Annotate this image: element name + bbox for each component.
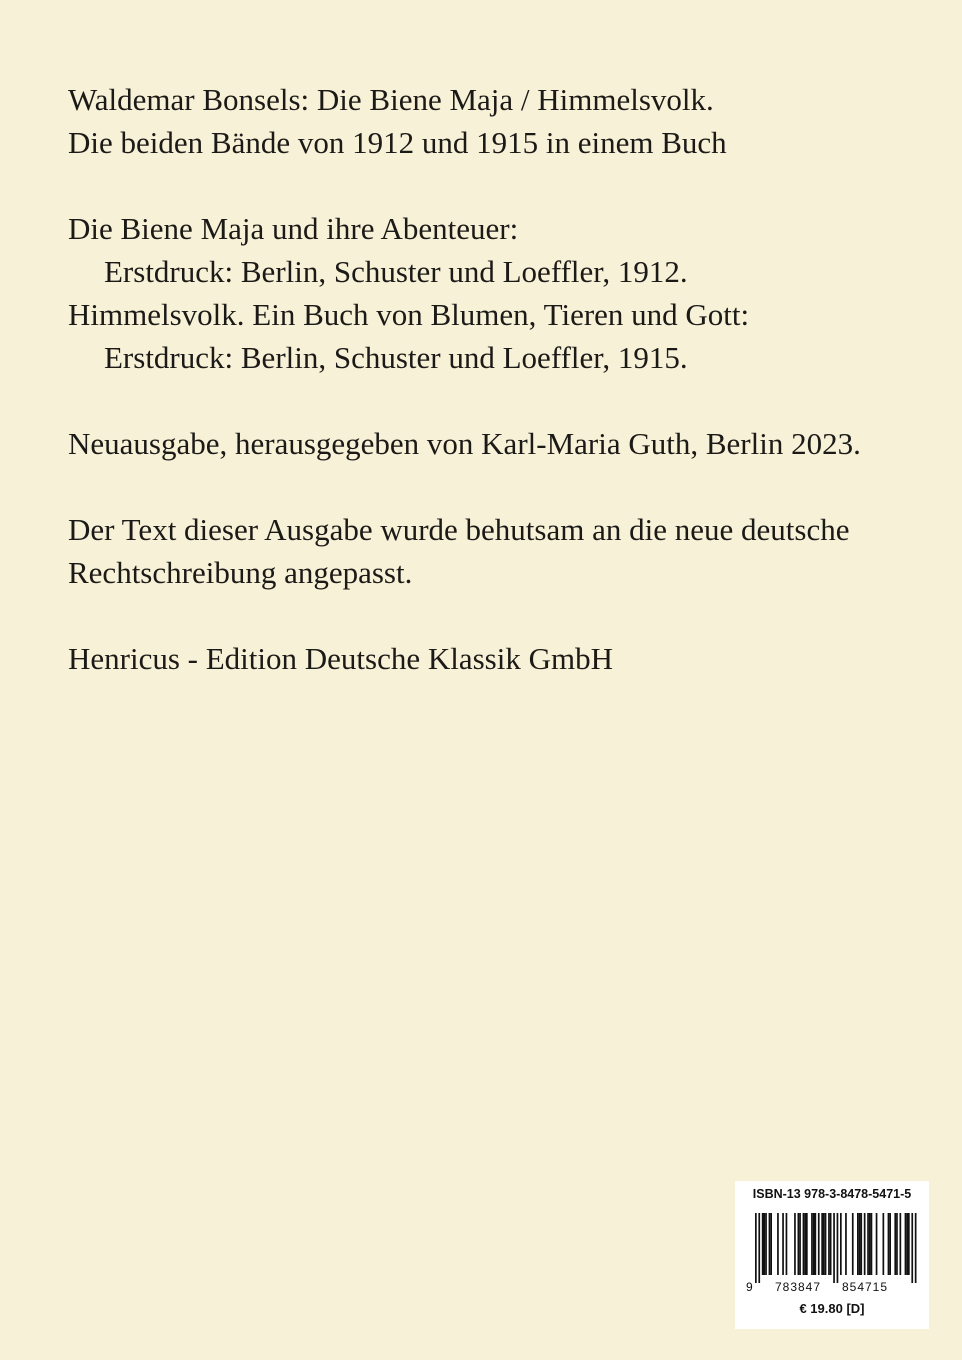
barcode-bar xyxy=(900,1213,902,1275)
barcode-bar xyxy=(811,1213,813,1275)
barcode-bar xyxy=(876,1213,878,1275)
spacer xyxy=(68,379,928,422)
work1-title: Die Biene Maja und ihre Abenteuer: xyxy=(68,211,519,246)
spacer xyxy=(68,594,928,637)
barcode-bar xyxy=(765,1213,767,1275)
barcode-bar xyxy=(889,1213,891,1275)
barcode-bar xyxy=(896,1213,898,1275)
barcode-bar xyxy=(840,1213,842,1275)
edition-line: Neuausgabe, herausgegeben von Karl-Maria Guth, Berlin 2023. xyxy=(68,426,861,461)
title-line-1: Waldemar Bonsels: Die Biene Maja / Himmelsvolk. xyxy=(68,82,714,117)
barcode-bar xyxy=(777,1213,779,1275)
barcode-bar xyxy=(860,1213,862,1275)
barcode-bar xyxy=(894,1213,896,1275)
barcode-bar xyxy=(823,1213,825,1275)
barcode-bar xyxy=(869,1213,871,1275)
barcode-bar xyxy=(830,1213,832,1275)
title-line-2: Die beiden Bände von 1912 und 1915 in einem Buch xyxy=(68,125,727,160)
work2-first-print: Erstdruck: Berlin, Schuster und Loeffler, 1915. xyxy=(104,340,688,375)
barcode-bar xyxy=(821,1213,823,1275)
barcode-digits-right: 854715 xyxy=(841,1280,889,1293)
barcode-bar xyxy=(883,1213,885,1275)
isbn-barcode-label xyxy=(735,1181,929,1329)
barcode-bar xyxy=(804,1213,806,1275)
barcode-bar xyxy=(908,1213,910,1275)
barcode-bar xyxy=(782,1213,784,1275)
barcode-bar xyxy=(803,1213,805,1275)
barcode-bar xyxy=(770,1213,772,1275)
barcode-bar xyxy=(806,1213,808,1275)
barcode xyxy=(743,1213,921,1293)
spacer xyxy=(68,465,928,508)
note-line-2: Rechtschreibung angepasst. xyxy=(68,555,413,590)
isbn-label: ISBN-13 978-3-8478-5471-5 xyxy=(752,1187,912,1201)
barcode-bar xyxy=(852,1213,854,1275)
barcode-bar xyxy=(794,1213,796,1275)
barcode-bar xyxy=(906,1213,908,1275)
spacer xyxy=(68,164,928,207)
barcode-guard-bar xyxy=(755,1213,757,1283)
barcode-bar xyxy=(813,1213,815,1275)
barcode-bar xyxy=(888,1213,890,1275)
barcode-bar xyxy=(859,1213,861,1275)
barcode-digit-first: 9 xyxy=(746,1280,753,1293)
barcode-bar xyxy=(825,1213,827,1275)
barcode-guard-bar xyxy=(911,1213,913,1283)
barcode-bar xyxy=(864,1213,866,1275)
barcode-bar xyxy=(762,1213,764,1275)
imprint-page xyxy=(68,78,928,680)
barcode-bar xyxy=(905,1213,907,1275)
barcode-bar xyxy=(871,1213,873,1275)
barcode-guard-bar xyxy=(758,1213,760,1283)
barcode-digits-left: 783847 xyxy=(774,1280,822,1293)
price-label: € 19.80 [D] xyxy=(799,1301,865,1316)
note-line-1: Der Text dieser Ausgabe wurde behutsam an die neue deutsche xyxy=(68,512,850,547)
barcode-bar xyxy=(845,1213,847,1275)
barcode-bar xyxy=(764,1213,766,1275)
barcode-bar xyxy=(818,1213,820,1275)
barcode-guard-bar xyxy=(837,1213,839,1283)
work2-title: Himmelsvolk. Ein Buch von Blumen, Tieren und Gott: xyxy=(68,297,750,332)
barcode-bar xyxy=(857,1213,859,1275)
barcode-bar xyxy=(798,1213,800,1275)
barcode-bar xyxy=(769,1213,771,1275)
barcode-bar xyxy=(815,1213,817,1275)
barcode-bar xyxy=(867,1213,869,1275)
work1-first-print: Erstdruck: Berlin, Schuster und Loeffler, 1912. xyxy=(104,254,688,289)
publisher-line: Henricus - Edition Deutsche Klassik GmbH xyxy=(68,641,613,676)
barcode-bar xyxy=(786,1213,788,1275)
barcode-bar xyxy=(828,1213,830,1275)
barcode-guard-bar xyxy=(915,1213,917,1283)
barcode-bar xyxy=(799,1213,801,1275)
barcode-guard-bar xyxy=(833,1213,835,1283)
